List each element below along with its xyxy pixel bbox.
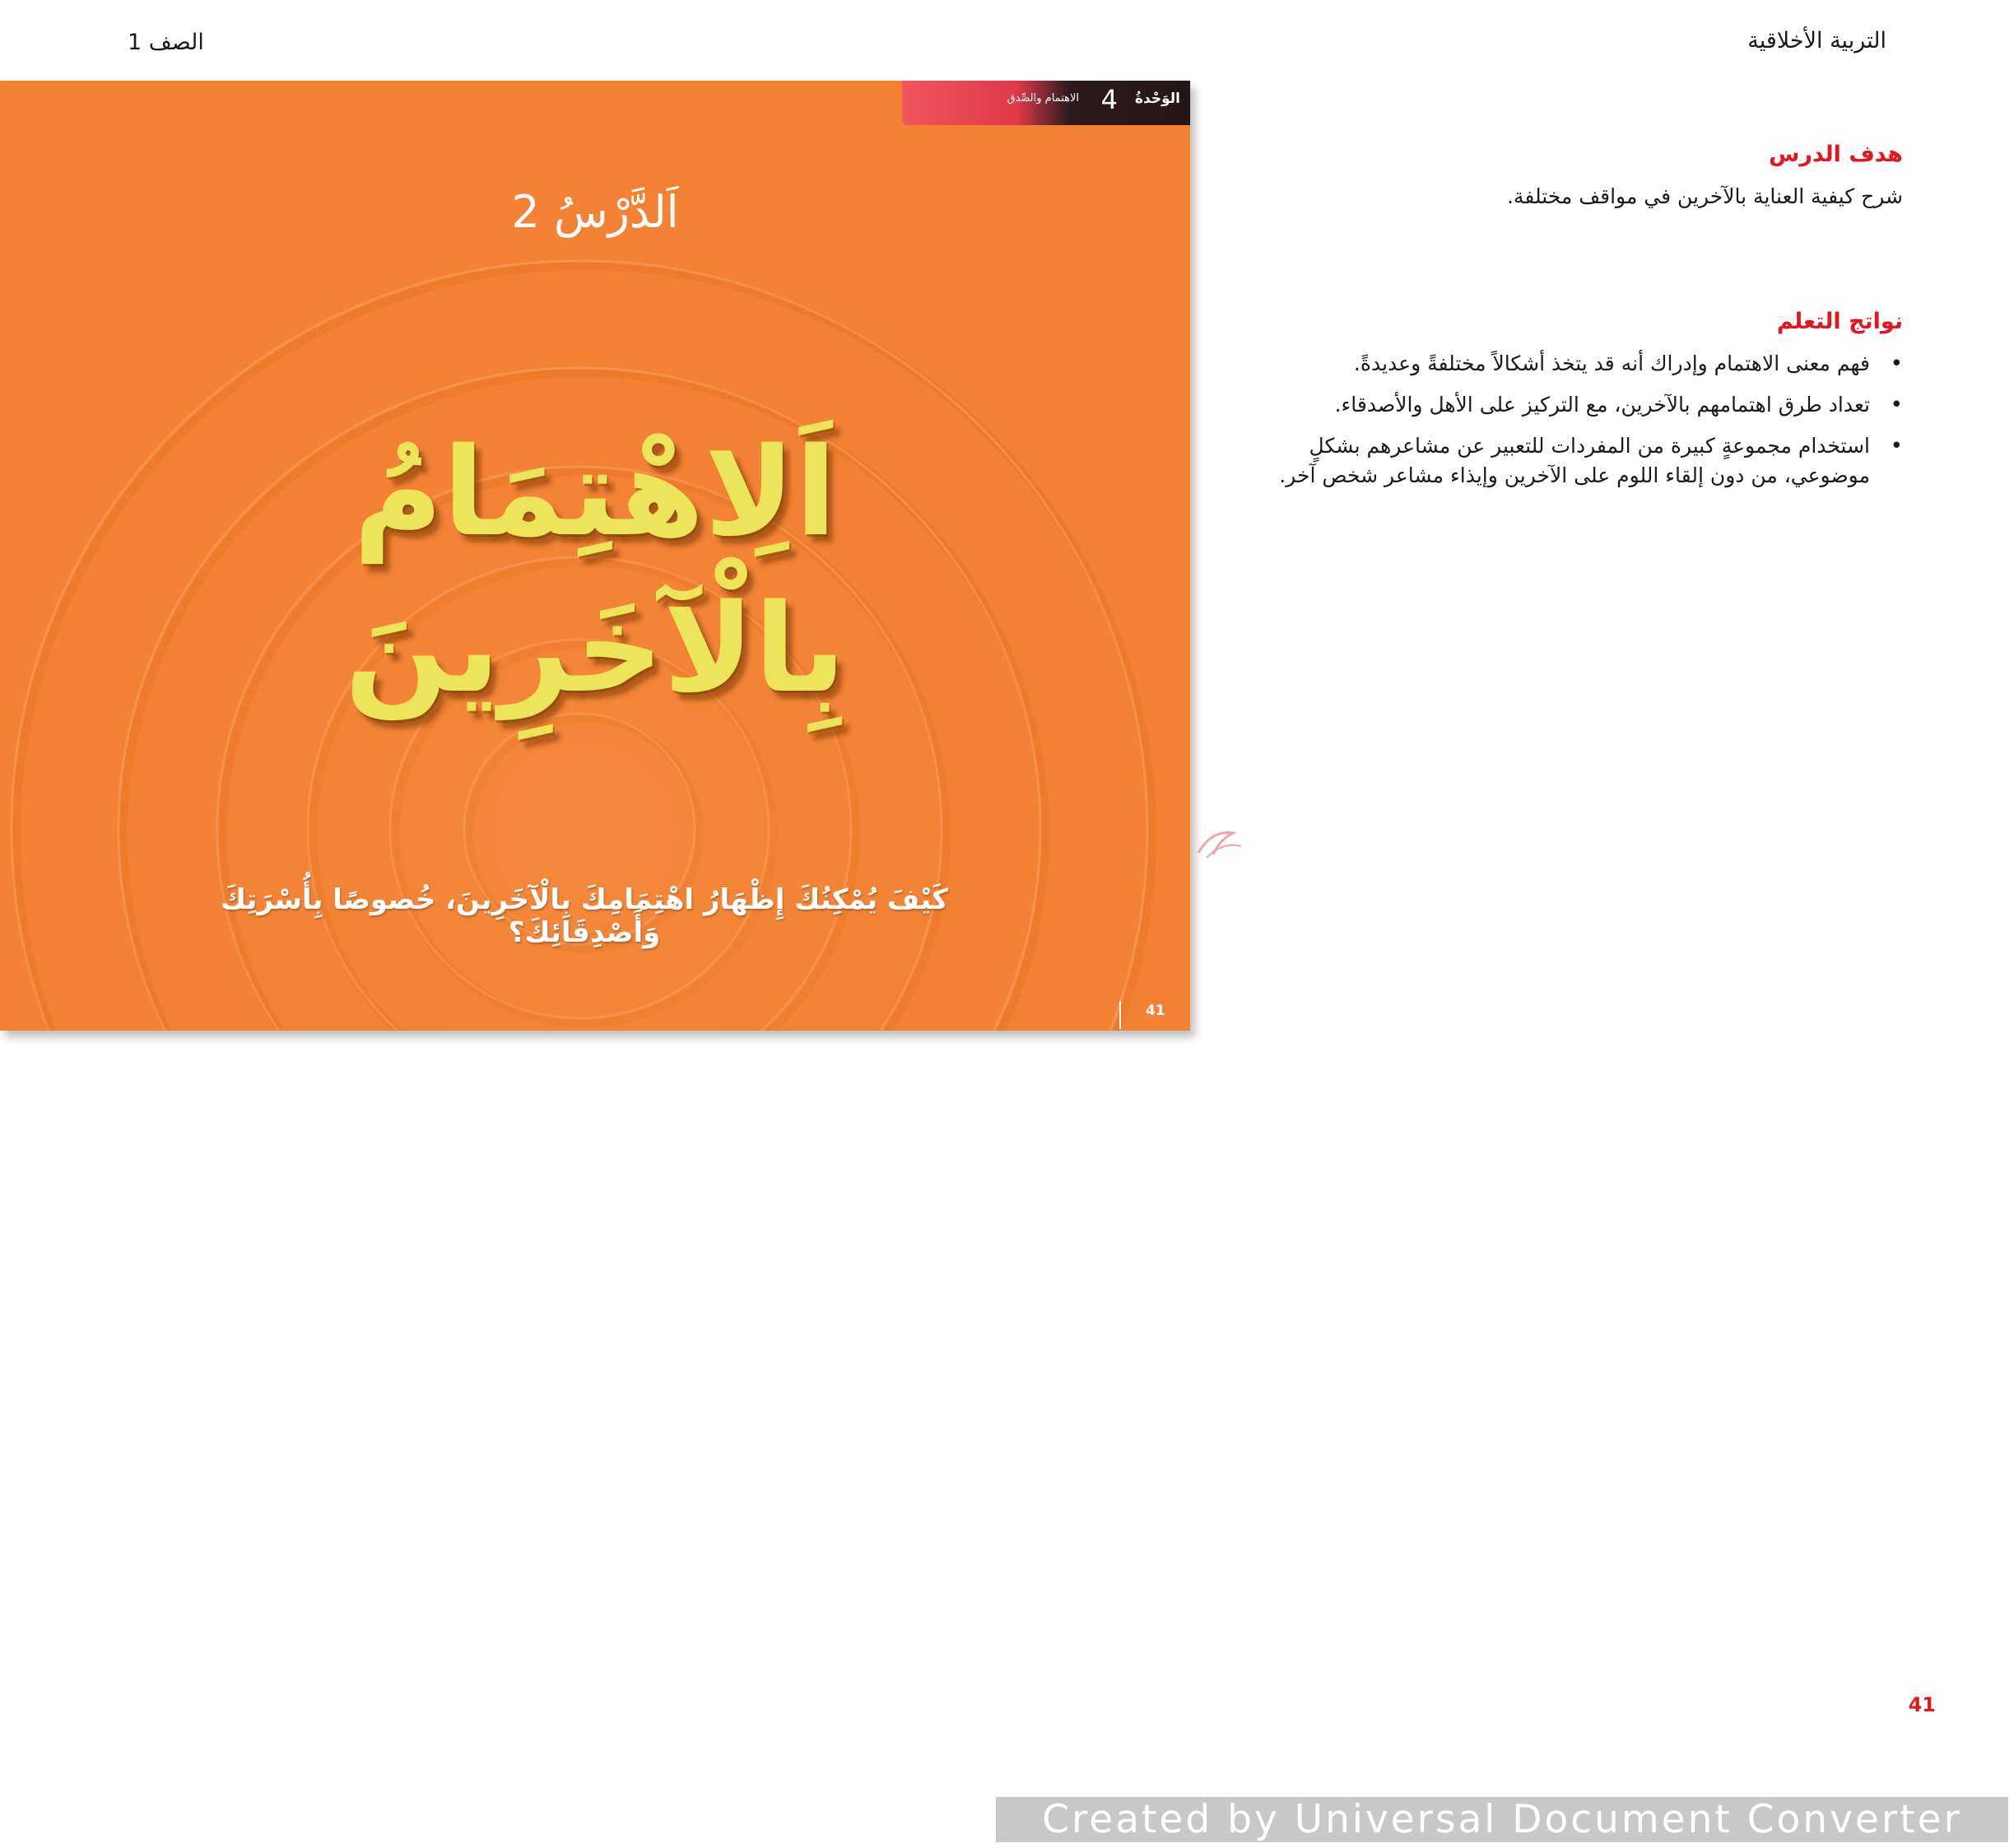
bullet-icon: • [1890,351,1903,376]
unit-name: الاهتمام والصِّدق [1007,92,1079,105]
header-grade: الصف 1 [128,30,204,55]
list-item [1277,431,1903,491]
list-item [1277,349,1903,379]
bullet-icon: • [1890,393,1903,417]
converter-watermark: Created by Universal Document Converter [996,1797,2008,1842]
outcome-text: فهم معنى الاهتمام وإدراك أنه قد يتخذ أشكالاً مختلفةً وعديدةً. [1353,351,1870,375]
lesson-title-line-1: اَلِاهْتِمَامُ [353,421,837,563]
lesson-goal-text: شرح كيفية العناية بالآخرين في مواقف مختلفة. [1506,184,1903,208]
lesson-label: اَلدَّرْسُ 2 [511,186,679,238]
learning-outcomes-heading: نواتج التعلم [1776,309,1903,334]
list-item [1277,390,1903,420]
lesson-cover [0,81,1190,1031]
outcome-text: استخدام مجموعةٍ كبيرة من المفردات للتعبير عن مشاعرهم بشكلٍ موضوعي، من دون إلقاء اللوم على الآخرين وإيذاء مشاعر شخص آخر. [1279,434,1870,487]
lesson-question-line-2: وَأَصْدِقَائِكَ؟ [508,916,661,949]
learning-outcomes-list [1277,349,1903,502]
lesson-title-line-2: بِالْآخَرِينَ [344,578,846,719]
page-number: 41 [1908,1693,1936,1716]
header-subject: التربية الأخلاقية [1747,28,1886,54]
lesson-goal-heading: هدف الدرس [1769,142,1903,167]
unit-number: 4 [1100,84,1118,115]
cover-page-number: 41 [1146,1003,1165,1019]
unit-tab [902,81,1190,125]
bullet-icon: • [1890,434,1903,459]
cover-page-divider [1119,1001,1121,1029]
lesson-title [0,414,1190,727]
unit-word: الوَحْدةُ [1135,91,1180,107]
lesson-question [140,883,1029,949]
stray-ink-mark [1195,822,1244,863]
lesson-question-line-1: كَيْفَ يُمْكِنُكَ إِظْهَارُ اهْتِمَامِكَ بِالْآخَرِينَ، خُصوصًا بِأُسْرَتِكَ [220,883,949,916]
outcome-text: تعداد طرق اهتمامهم بالآخرين، مع التركيز على الأهل والأصدقاء. [1334,393,1870,417]
